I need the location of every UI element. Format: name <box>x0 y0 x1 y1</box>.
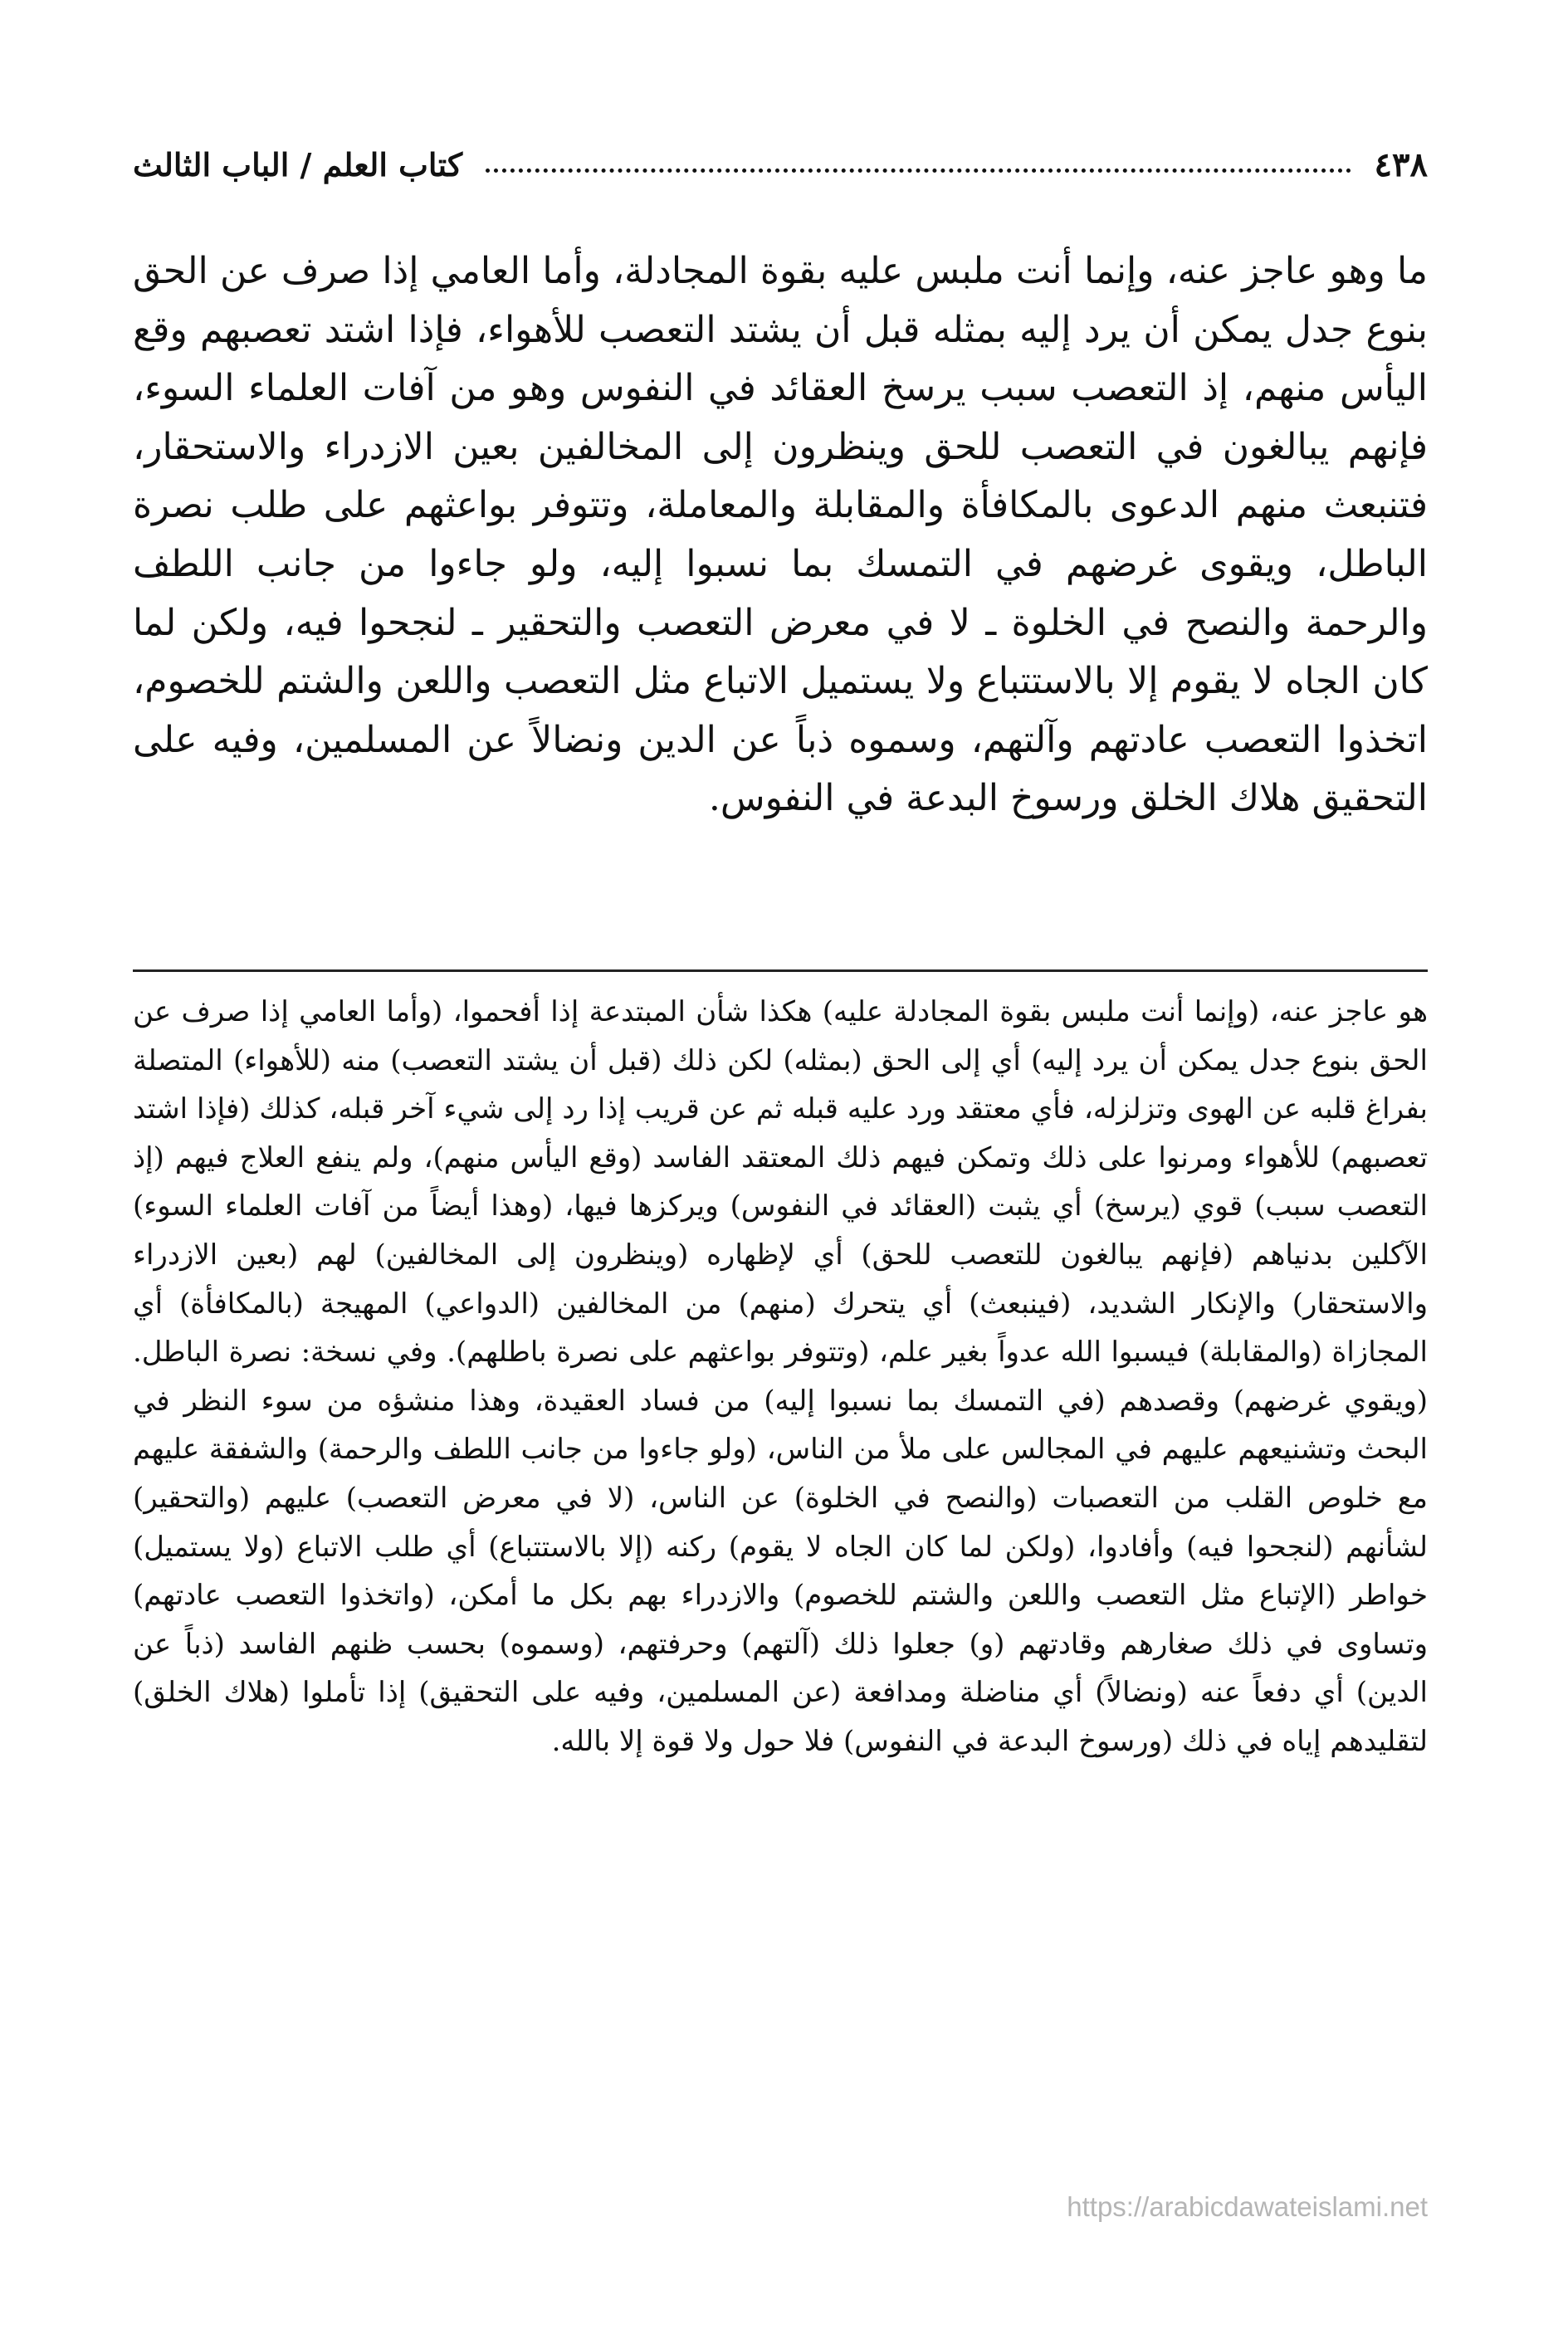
watermark: https://arabicdawateislami.net <box>1067 2191 1428 2222</box>
main-text: ما وهو عاجز عنه، وإنما أنت ملبس عليه بقوة المجادلة، وأما العامي إذا صرف عن الحق بنوع جدل يمكن أن يرد إليه بمثله قبل أن يشتد التعصب للأهواء، فإذا اشتد تعصبهم وقع اليأس منهم، إذ التعصب سبب يرسخ العقائد في النفوس وهو من آفات العلماء السوء، فإنهم يبالغون في التعصب للحق وينظرون إلى المخالفين بعين الازدراء والاستحقار، فتنبعث منهم الدعوى بالمكافأة والمقابلة والمعاملة، وتتوفر بواعثهم على طلب نصرة الباطل، ويقوى غرضهم في التمسك بما نسبوا إليه، ولو جاءوا من جانب اللطف والرحمة والنصح في الخلوة ـ لا في معرض التعصب والتحقير ـ لنجحوا فيه، ولكن لما كان الجاه لا يقوم إلا بالاستتباع ولا يستميل الاتباع مثل التعصب واللعن والشتم للخصوم، اتخذوا التعصب عادتهم وآلتهم، وسموه ذباً عن الدين ونضالاً عن المسلمين، وفيه على التحقيق هلاك الخلق ورسوخ البدعة في النفوس. <box>133 250 1428 820</box>
running-title: كتاب العلم / الباب الثالث <box>133 145 463 183</box>
dotted-leader <box>486 168 1351 173</box>
commentary-text: هو عاجز عنه، (وإنما أنت ملبس بقوة المجادلة عليه) هكذا شأن المبتدعة إذا أفحموا، (وأما العامي إذا صرف عن الحق بنوع جدل يمكن أن يرد إليه) أي إلى الحق (بمثله) لكن ذلك (قبل أن يشتد التعصب) منه (للأهواء) المتصلة بفراغ قلبه عن الهوى وتزلزله، فأي معتقد ورد عليه قبله ثم عن قريب إذا رد إلى شيء آخر قبله، كذلك (فإذا اشتد تعصبهم) للأهواء ومرنوا على ذلك وتمكن فيهم ذلك المعتقد الفاسد (وقع اليأس منهم)، ولم ينفع العلاج فيهم (إذ التعصب سبب) قوي (يرسخ) أي يثبت (العقائد في النفوس) ويركزها فيها، (وهذا أيضاً من آفات العلماء السوء) الآكلين بدنياهم (فإنهم يبالغون للتعصب للحق) أي لإظهاره (وينظرون إلى المخالفين) لهم (بعين الازدراء والاستحقار) والإنكار الشديد، (فينبعث) أي يتحرك (منهم) من المخالفين (الدواعي) المهيجة (بالمكافأة) أي المجازاة (والمقابلة) فيسبوا الله عدواً بغير علم، (وتتوفر بواعثهم على نصرة باطلهم). وفي نسخة: نصرة الباطل. (ويقوي غرضهم) وقصدهم (في التمسك بما نسبوا إليه) من فساد العقيدة، وهذا منشؤه من سوء النظر في البحث وتشنيعهم عليهم في المجالس على ملأ من الناس، (ولو جاءوا من جانب اللطف والرحمة) والشفقة عليهم مع خلوص القلب من التعصبات (والنصح في الخلوة) عن الناس، (لا في معرض التعصب) عليهم (والتحقير) لشأنهم (لنجحوا فيه) وأفادوا، (ولكن لما كان الجاه لا يقوم) ركنه (إلا بالاستتباع) أي طلب الاتباع (ولا يستميل) خواطر (الإتباع مثل التعصب واللعن والشتم للخصوم) والازدراء بهم بكل ما أمكن، (واتخذوا التعصب عادتهم) وتساوى في ذلك صغارهم وقادتهم (و) جعلوا ذلك (آلتهم) وحرفتهم، (وسموه) بحسب ظنهم الفاسد (ذباً عن الدين) أي دفعاً عنه (ونضالاً) أي مناضلة ومدافعة (عن المسلمين، وفيه على التحقيق) إذا تأملوا (هلاك الخلق) لتقليدهم إياه في ذلك (ورسوخ البدعة في النفوس) فلا حول ولا قوة إلا بالله. <box>133 995 1428 1758</box>
footnote-divider <box>133 969 1428 972</box>
page-number: ٤٣٨ <box>1374 144 1428 184</box>
page-header <box>133 139 1428 189</box>
